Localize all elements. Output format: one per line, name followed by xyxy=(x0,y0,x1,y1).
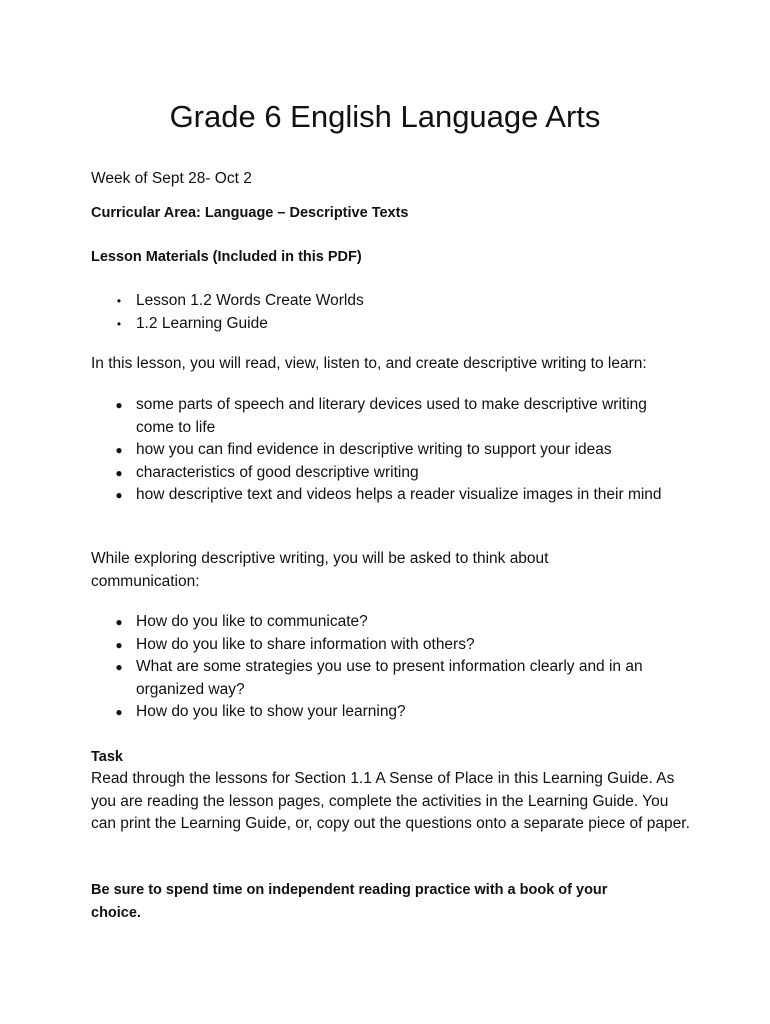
bullet-icon: ● xyxy=(115,660,123,674)
material-item-text: 1.2 Learning Guide xyxy=(136,314,268,332)
list-item xyxy=(91,701,681,724)
materials-list xyxy=(91,290,681,335)
communication-questions-list xyxy=(91,611,681,724)
learning-point-text: how you can find evidence in descriptive writing to support your ideas xyxy=(136,441,612,458)
learning-point-text: characteristics of good descriptive writing xyxy=(136,463,419,481)
list-item xyxy=(91,484,681,507)
list-item xyxy=(91,290,681,313)
material-item-text: Lesson 1.2 Words Create Worlds xyxy=(136,292,364,309)
bullet-icon: ● xyxy=(115,615,123,629)
question-text: What are some strategies you use to present information clearly and in an organized way? xyxy=(136,658,643,698)
bullet-icon: • xyxy=(116,316,122,331)
learning-point-text: some parts of speech and literary devices used to make descriptive writing come to life xyxy=(136,396,647,436)
learning-point-text: how descriptive text and videos helps a reader visualize images in their mind xyxy=(136,486,662,503)
list-item xyxy=(91,462,681,485)
lesson-intro: In this lesson, you will read, view, listen to, and create descriptive writing to learn: xyxy=(91,355,647,372)
list-item xyxy=(91,439,681,462)
bullet-icon: ● xyxy=(115,488,123,502)
curricular-area: Curricular Area: Language – Descriptive Texts xyxy=(91,205,409,221)
learning-points-list xyxy=(91,394,681,507)
bullet-icon: ● xyxy=(115,443,123,457)
list-item xyxy=(91,313,681,336)
bullet-icon: ● xyxy=(115,398,123,412)
task-heading: Task xyxy=(91,749,123,765)
task-text: Read through the lessons for Section 1.1 A Sense of Place in this Learning Guide. As you are reading the lesson pages, complete the activities in the Learning Guide. You can print the Learning Guide, or, copy out the questions onto a separate piece of paper. xyxy=(91,770,690,832)
page-title: Grade 6 English Language Arts xyxy=(169,99,601,134)
question-text: How do you like to share information with others? xyxy=(136,635,475,653)
reminder-text: Be sure to spend time on independent reading practice with a book of your choice. xyxy=(91,882,608,921)
list-item xyxy=(91,634,681,657)
week-text: Week of Sept 28- Oct 2 xyxy=(91,170,252,187)
bullet-icon: ● xyxy=(115,465,123,480)
bullet-icon: ● xyxy=(115,637,123,652)
list-item xyxy=(91,656,681,701)
list-item xyxy=(91,611,681,634)
list-item xyxy=(91,394,681,439)
materials-heading: Lesson Materials (Included in this PDF) xyxy=(91,249,362,265)
communication-intro: While exploring descriptive writing, you will be asked to think about communication: xyxy=(91,550,549,590)
question-text: How do you like to show your learning? xyxy=(136,703,406,720)
bullet-icon: ● xyxy=(115,705,123,719)
question-text: How do you like to communicate? xyxy=(136,613,368,630)
bullet-icon: • xyxy=(116,294,122,308)
